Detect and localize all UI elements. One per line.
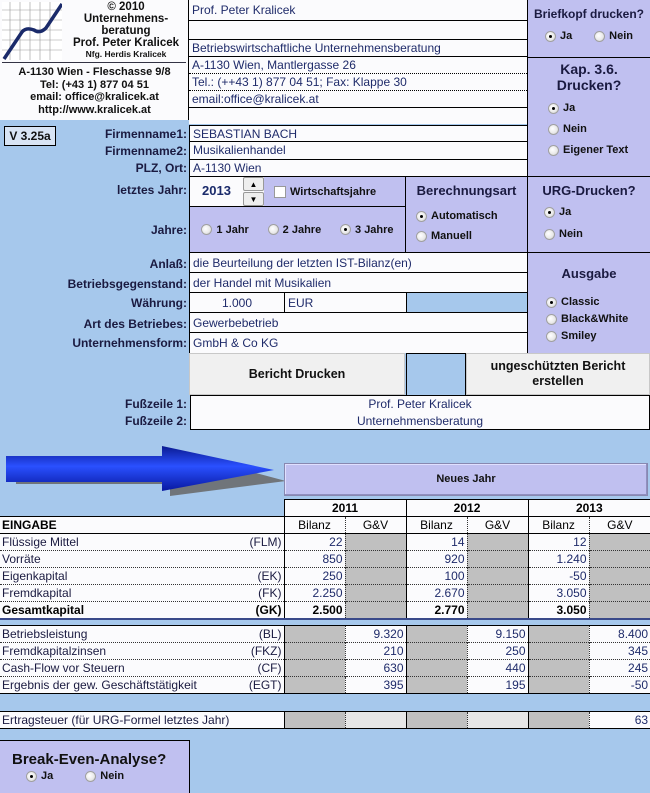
waehrung-faktor-input[interactable]: 1.000 (189, 293, 284, 313)
wirtschaftsjahre-checkbox[interactable]: Wirtschaftsjahre (274, 186, 376, 198)
bericht-drucken-button[interactable]: Bericht Drucken (189, 353, 405, 395)
header-field-2[interactable] (189, 21, 527, 40)
fusszeile2-input[interactable]: Unternehmensberatung (356, 414, 484, 428)
kap36-panel (527, 58, 650, 176)
ausgabe-bw-radio[interactable]: Black&White (546, 313, 650, 325)
year-header-2012: 2012 (406, 500, 528, 517)
break-even-ja-radio[interactable]: Ja (26, 770, 53, 782)
radio-icon (416, 211, 427, 222)
fk-2011[interactable]: 2.250 (284, 585, 345, 602)
radio-icon (545, 31, 556, 42)
fkz-2012[interactable]: 250 (505, 643, 526, 658)
berechnungsart-panel (406, 177, 527, 253)
ertragsteuer-label: Ertragsteuer (für URG-Formel letztes Jahr) (2, 712, 230, 727)
egt-2013[interactable]: -50 (630, 677, 649, 692)
ertragsteuer-2013[interactable]: 63 (634, 712, 649, 727)
header-field-4[interactable]: A-1130 Wien, Mantlergasse 26 (189, 57, 527, 74)
button-spacer (406, 353, 466, 395)
radio-icon (201, 224, 212, 235)
eingabe-label: EINGABE (2, 518, 57, 532)
fkz-2013[interactable]: 345 (628, 643, 649, 658)
ausgabe-title: Ausgabe (561, 266, 617, 281)
fkz-2011[interactable]: 210 (383, 643, 404, 658)
radio-icon (340, 224, 351, 235)
table-row: Vorräte 850 920 1.240 (0, 551, 650, 568)
urg-nein-radio[interactable]: Nein (544, 228, 650, 240)
guv-header: G&V (607, 518, 633, 532)
break-even-title: Break-Even-Analyse? (12, 751, 167, 768)
table-row: Flüssige Mittel (FLM) 22 14 12 (0, 534, 650, 551)
fusszeile2-label: Fußzeile 2: (124, 414, 187, 428)
table-row: Fremdkapitalzinsen (FKZ) 210 250 345 (2, 643, 649, 658)
fk-2013[interactable]: 3.050 (528, 585, 589, 602)
unternehmensform-label: Unternehmensform: (72, 336, 187, 350)
briefkopf-ja-radio[interactable]: Ja (545, 30, 572, 42)
flm-2012[interactable]: 14 (406, 534, 467, 551)
firmenname2-input[interactable]: Musikalienhandel (189, 142, 527, 160)
header-field-7[interactable] (189, 108, 527, 124)
briefkopf-nein-radio[interactable]: Nein (594, 30, 633, 42)
radio-icon (544, 229, 555, 240)
table-row-total: Gesamtkapital (GK) 2.500 2.770 3.050 (0, 602, 650, 620)
plz-ort-label: PLZ, Ort: (135, 161, 187, 175)
radio-icon (548, 124, 559, 135)
radio-icon (546, 331, 557, 342)
radio-icon (546, 297, 557, 308)
cf-2011[interactable]: 630 (383, 660, 404, 675)
ausgabe-smiley-radio[interactable]: Smiley (546, 330, 650, 342)
radio-icon (548, 103, 559, 114)
unternehmensform-input[interactable]: GmbH & Co KG (189, 333, 527, 353)
wirtschaftsjahre-cell (264, 177, 406, 207)
urg-ja-radio[interactable]: Ja (544, 206, 650, 218)
art-des-betriebes-input[interactable]: Gewerbebetrieb (189, 313, 527, 333)
briefkopf-title: Briefkopf drucken? (533, 7, 644, 21)
break-even-nein-radio[interactable]: Nein (85, 770, 124, 782)
ek-2013[interactable]: -50 (528, 568, 589, 585)
growth-chart-icon (2, 2, 62, 60)
table-row: Cash-Flow vor Steuern (CF) 630 440 245 (2, 660, 649, 675)
berechnungsart-title: Berechnungsart (416, 183, 517, 198)
cf-2013[interactable]: 245 (628, 660, 649, 675)
table-row: Ergebnis der gew. Geschäftstätigkeit (EGT) 395 195 -50 (2, 677, 649, 692)
radio-icon (416, 231, 427, 242)
bl-2011[interactable]: 9.320 (373, 626, 404, 641)
flm-2011[interactable]: 22 (284, 534, 345, 551)
radio-icon (85, 771, 96, 782)
jahre-2-radio[interactable]: 2 Jahre (268, 224, 322, 236)
jahre-panel (189, 207, 406, 253)
guv-header: G&V (484, 518, 511, 532)
waehrung-spacer (406, 293, 527, 313)
radio-icon (26, 771, 37, 782)
briefkopf-panel (527, 0, 650, 58)
header-field-6[interactable]: email:office@kralicek.at (189, 91, 527, 108)
guv-header: G&V (362, 518, 389, 532)
gk-2011: 2.500 (284, 602, 345, 620)
betriebsgegenstand-input[interactable]: der Handel mit Musikalien (189, 273, 527, 293)
fusszeile-box (190, 395, 650, 430)
art-des-betriebes-label: Art des Betriebes: (83, 317, 187, 331)
vorraete-2012[interactable]: 920 (406, 551, 467, 568)
gk-2013: 3.050 (528, 602, 589, 620)
vorraete-2011[interactable]: 850 (284, 551, 345, 568)
radio-icon (268, 224, 279, 235)
fusszeile1-input[interactable]: Prof. Peter Kralicek (368, 397, 472, 411)
cf-2012[interactable]: 440 (505, 660, 526, 675)
urg-title: URG-Drucken? (542, 183, 636, 198)
year-up-button[interactable] (243, 177, 264, 191)
company-logo (0, 0, 189, 120)
version-label: V 3.25a (4, 126, 56, 146)
radio-icon (548, 145, 559, 156)
jahre-label: Jahre: (150, 223, 187, 237)
year-down-button[interactable] (243, 192, 264, 206)
urg-panel (527, 176, 650, 253)
logo-title: © 2010 Unternehmens- beratung Prof. Peter Kralicek Nfg. Herdis Kralicek (72, 1, 180, 59)
table-row: Fremdkapital (FK) 2.250 2.670 3.050 (0, 585, 650, 602)
header-field-5[interactable]: Tel.: (++43 1) 877 04 51; Fax: Klappe 30 (189, 74, 527, 91)
firmenname1-label: Firmenname1: (104, 127, 187, 141)
radio-icon (544, 207, 555, 218)
jahre-3-radio[interactable]: 3 Jahre (340, 224, 394, 236)
logo-address: A-1130 Wien - Fleschasse 9/8 Tel: (+43 1) 877 04 51 email: office@kralicek.at http://www.kralicek.at (18, 66, 171, 116)
betriebsgegenstand-label: Betriebsgegenstand: (67, 277, 187, 291)
bilanz-header: Bilanz (528, 517, 589, 534)
table-row: Betriebsleistung (BL) 9.320 9.150 8.400 (2, 626, 649, 641)
ausgabe-panel (527, 253, 650, 353)
year-header-2011: 2011 (284, 500, 406, 517)
ek-2011[interactable]: 250 (284, 568, 345, 585)
bl-2013[interactable]: 8.400 (618, 626, 649, 641)
manuell-radio[interactable]: Manuell (416, 230, 527, 242)
arrow-right-icon (4, 446, 284, 496)
ausgabe-classic-radio[interactable]: Classic (546, 296, 650, 308)
gk-2012: 2.770 (406, 602, 467, 620)
anlass-label: Anlaß: (149, 257, 187, 271)
radio-icon (546, 314, 557, 325)
year-header-2013: 2013 (528, 500, 650, 517)
firmenname2-label: Firmenname2: (104, 144, 187, 158)
automatisch-radio[interactable]: Automatisch (416, 210, 527, 222)
kap36-nein-radio[interactable]: Nein (548, 123, 650, 135)
ek-2012[interactable]: 100 (406, 568, 467, 585)
header-field-3[interactable]: Betriebswirtschaftliche Unternehmensberatung (189, 40, 527, 57)
waehrung-input[interactable]: EUR (284, 293, 406, 313)
arrow-up-icon: ▲ (249, 179, 258, 189)
jahre-1-radio[interactable]: 1 Jahr (201, 224, 248, 236)
letztes-jahr-input[interactable]: 2013 (189, 177, 264, 207)
plz-ort-input[interactable]: A-1130 Wien (189, 160, 527, 177)
table-row: Eigenkapital (EK) 250 100 -50 (0, 568, 650, 585)
waehrung-label: Währung: (131, 296, 187, 310)
anlass-input[interactable]: die Beurteilung der letzten IST-Bilanz(en) (189, 253, 527, 273)
ungeschuetzt-bericht-button[interactable]: ungeschützten Bericht erstellen (466, 353, 650, 395)
break-even-panel (0, 740, 190, 793)
checkbox-icon (274, 186, 286, 198)
header-field-1[interactable]: Prof. Peter Kralicek (189, 0, 527, 21)
vorraete-2013[interactable]: 1.240 (528, 551, 589, 568)
radio-icon (594, 31, 605, 42)
fk-2012[interactable]: 2.670 (406, 585, 467, 602)
bl-2012[interactable]: 9.150 (495, 626, 526, 641)
data-table (0, 499, 650, 729)
kap36-ja-radio[interactable]: Ja (548, 102, 650, 114)
bilanz-header: Bilanz (406, 517, 467, 534)
fusszeile1-label: Fußzeile 1: (124, 397, 187, 411)
arrow-down-icon: ▼ (249, 194, 258, 204)
kap36-eigener-text-radio[interactable]: Eigener Text (548, 144, 650, 156)
flm-2013[interactable]: 12 (528, 534, 589, 551)
egt-2011[interactable]: 395 (383, 677, 404, 692)
bilanz-header: Bilanz (284, 517, 345, 534)
firmenname1-input[interactable]: SEBASTIAN BACH (189, 125, 527, 142)
ertragsteuer-row (0, 711, 650, 728)
kap36-title: Kap. 3.6. Drucken? (556, 61, 622, 93)
logo-divider (2, 62, 186, 63)
neues-jahr-button[interactable]: Neues Jahr (284, 463, 648, 496)
letztes-jahr-label: letztes Jahr: (116, 183, 187, 197)
egt-2012[interactable]: 195 (505, 677, 526, 692)
